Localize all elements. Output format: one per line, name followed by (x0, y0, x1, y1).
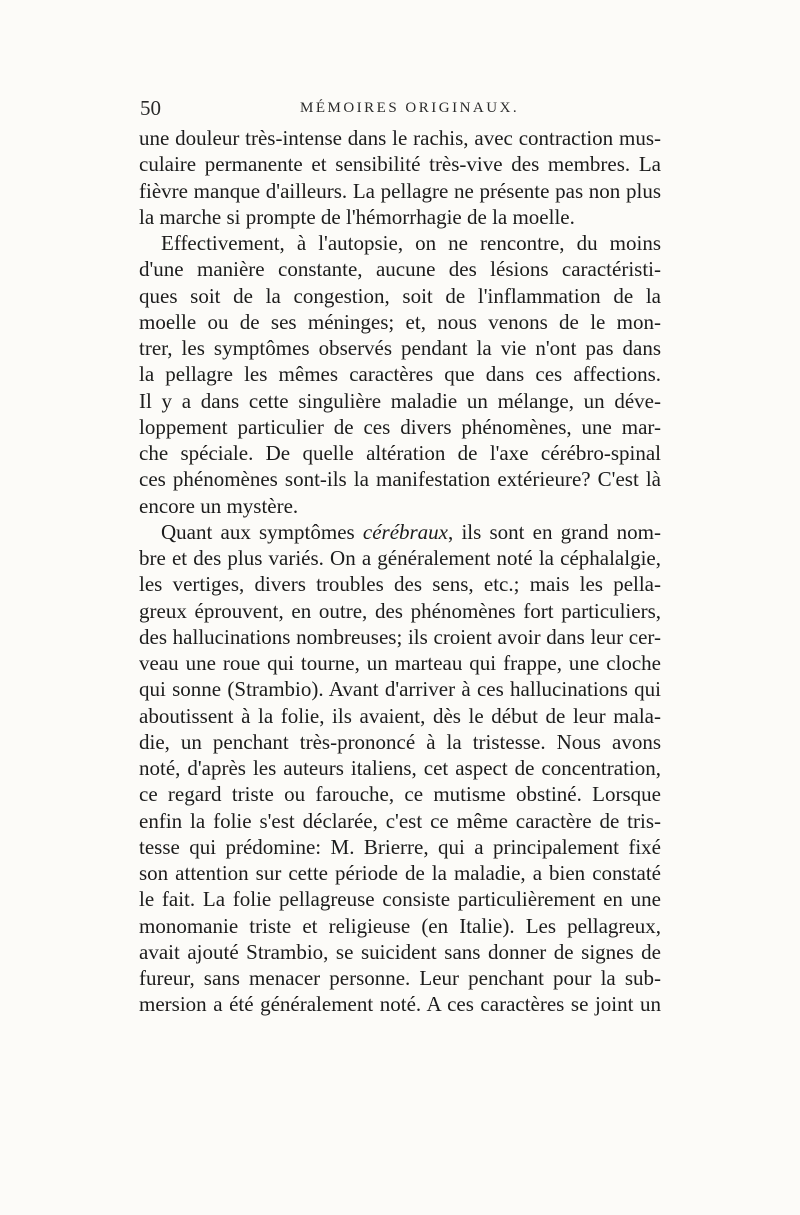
text-line: la pellagre les mêmes caractères que dans ces affections. (139, 362, 661, 387)
text-line: greux éprouvent, en outre, des phénomènes fort particuliers, (139, 598, 661, 623)
text-line: avait ajouté Strambio, se suicident sans donner de signes de (139, 939, 661, 964)
text-line: aboutissent à la folie, ils avaient, dès le début de leur mala- (139, 703, 661, 728)
text-line: moelle ou de ses méninges; et, nous venons de le mon- (139, 309, 661, 334)
text-line: bre et des plus variés. On a généralement noté la céphalalgie, (139, 546, 661, 570)
text-line: ce regard triste ou farouche, ce mutisme obstiné. Lorsque (139, 782, 661, 807)
text-line: ces phénomènes sont-ils la manifestation extérieure? C'est là (139, 467, 661, 492)
body-text (139, 125, 661, 1018)
text-line: qui sonne (Strambio). Avant d'arriver à ces hallucinations qui (139, 677, 661, 702)
text-line: tesse qui prédomine: M. Brierre, qui a principalement fixé (139, 834, 661, 859)
running-head (140, 96, 664, 120)
text-line: veau une roue qui tourne, un marteau qui frappe, une cloche (139, 651, 661, 675)
text-line: son attention sur cette période de la maladie, a bien constaté (139, 861, 661, 885)
text-line: monomanie triste et religieuse (en Italie). Les pellagreux, (139, 913, 661, 938)
text-line: fureur, sans menacer personne. Leur penchant pour la sub- (139, 966, 661, 990)
text-line: le fait. La folie pellagreuse consiste particulièrement en une (139, 887, 661, 912)
text-line: Il y a dans cette singulière maladie un mélange, un déve- (139, 388, 661, 413)
text-line: loppement particulier de ces divers phénomènes, une mar- (139, 414, 661, 439)
text-line: la marche si prompte de l'hémorrhagie de la moelle. (139, 204, 575, 229)
text-line: enfin la folie s'est déclarée, c'est ce même caractère de tris- (139, 808, 661, 833)
text-line: d'une manière constante, aucune des lésions caractéristi- (139, 257, 661, 282)
page-number: 50 (140, 96, 161, 120)
text-line: Quant aux symptômes cérébraux, ils sont en grand nom- (161, 519, 662, 544)
text-line: les vertiges, divers troubles des sens, etc.; mais les pella- (139, 572, 661, 597)
running-title: MÉMOIRES ORIGINAUX. (300, 100, 520, 116)
text-line: Effectivement, à l'autopsie, on ne rencontre, du moins (161, 231, 661, 255)
text-line: che spéciale. De quelle altération de l'axe cérébro-spinal (139, 441, 661, 465)
text-line: die, un penchant très-prononcé à la tristesse. Nous avons (139, 729, 661, 754)
text-line: noté, d'après les auteurs italiens, cet aspect de concentration, (139, 756, 661, 780)
text-line: une douleur très-intense dans le rachis, avec contraction mus- (139, 126, 661, 150)
text-line: encore un mystère. (139, 493, 299, 518)
text-line: ques soit de la congestion, soit de l'inflammation de la (139, 283, 661, 308)
text-line: trer, les symptômes observés pendant la vie n'ont pas dans (139, 336, 661, 360)
text-line: culaire permanente et sensibilité très-vive des membres. La (139, 152, 661, 177)
text-line: des hallucinations nombreuses; ils croient avoir dans leur cer- (139, 624, 661, 649)
text-line: mersion a été généralement noté. A ces caractères se joint un (139, 992, 661, 1017)
text-line: fièvre manque d'ailleurs. La pellagre ne présente pas non plus (139, 178, 661, 203)
italic-term: cérébraux (362, 519, 449, 544)
